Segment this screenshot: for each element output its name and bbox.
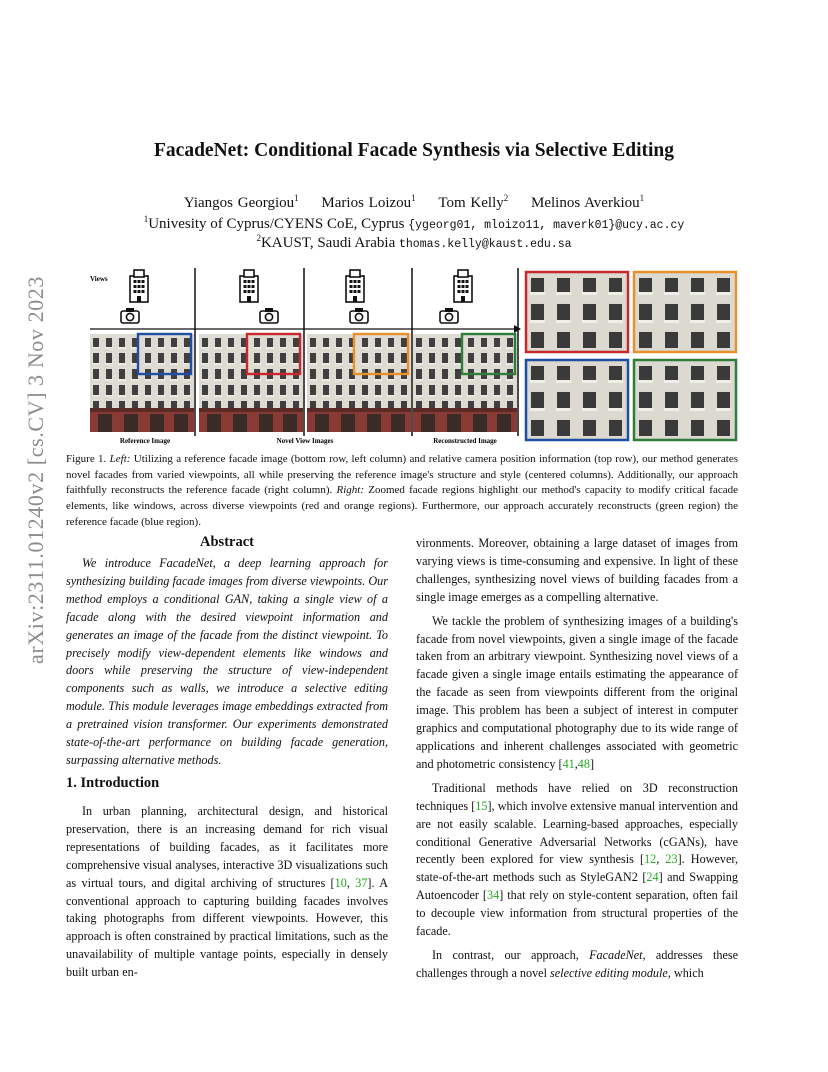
citation: 24 — [646, 870, 659, 885]
novel-facade — [199, 334, 303, 432]
zoom-blue — [526, 360, 628, 440]
citation: 34 — [487, 888, 500, 903]
figure-label: Reconstructed Image — [433, 437, 497, 445]
camera-icon — [350, 308, 368, 323]
citation: 48 — [577, 756, 590, 771]
author: Tom Kelly$^2$ — [438, 193, 509, 211]
email: thomas.kelly@kaust.edu.sa — [399, 238, 572, 251]
figure-label: Novel View Images — [276, 437, 334, 445]
zoom-green — [634, 360, 736, 440]
author: Yiangos Georgiou$^1$ — [183, 193, 299, 211]
affiliation: $^1$Univesity of Cyprus/CYENS CoE, Cyprus {ygeorg01, mloizo11, maverk01}@ucy.ac.cy — [143, 214, 685, 232]
right-column-text: vironments. Moreover, obtaining a large dataset of images from varying views is time-consuming and expensive. In light of these challenges, synthesizing novel views of building facades from a single image emerges as a compelling alternative. We tackle the problem of synthesizing images of a building's facade from novel viewpoints, given a single image of the facade taken from an arbitrary viewpoint. Synthesizing novel views of a facade given a single image entails estimating the appearance of the facade as seen from viewpoints different from the original image. This problem has been a subject of interest in computer graphics and computational photography due to its wide range of applications and inherent challenges associated with geometric and photometric consistency [41,48] Traditional methods have relied on 3D reconstruction techniques [15], which involve extensive manual intervention and are not easily scalable. Learning-based approaches, especially conditional Generative Adversarial Networks (cGANs), have recently been explored for view synthesis [12, 23]. However, state-of-the-art methods such as StyleGAN2 [24] and Swapping Autoencoder [34] that rely on style-content separation, often fail to decouple view information from structural properties of the facade. In contrast, our approach, FacadeNet, addresses these challenges through a novel selective editing module, which — [416, 536, 738, 980]
citation: 12 — [644, 852, 657, 867]
author-list — [0, 193, 828, 212]
citation: 37 — [355, 875, 368, 890]
citation: 10 — [334, 875, 347, 890]
paper-title: FacadeNet: Conditional Facade Synthesis via Selective Editing — [154, 140, 674, 161]
intro-text: In urban planning, architectural design, and historical preservation, there is an increasing demand for rich visual representations of building facades, as it facilitates more comprehensive visual analyses, interactive 3D visualizations such as virtual tours, and digital archiving of structures [10, 37]. A conventional approach to capturing building facades involves taking photographs from different viewpoints. However, this approach is often constrained by practical limitations, such as the unavailability of multiple vantage points, especially in densely built urban en- — [66, 804, 388, 980]
figure-1 — [88, 266, 740, 448]
reconstructed-facade — [413, 334, 517, 432]
author: Melinos Averkiou$^1$ — [531, 193, 645, 211]
building-icon — [454, 270, 472, 302]
figure-label: Reference Image — [119, 437, 171, 445]
camera-icon — [440, 308, 458, 323]
section-heading: 1. Introduction — [66, 775, 160, 791]
building-icon — [346, 270, 364, 302]
building-icon — [130, 270, 148, 302]
abstract-heading: Abstract — [200, 534, 254, 550]
building-icon — [240, 270, 258, 302]
abstract-text: We introduce FacadeNet, a deep learning approach for synthesizing building facade images from diverse viewpoints. Our method employs a conditional GAN, taking a single view of a facade along with the desired viewpoint information and generates an image of the facade from the distinct viewpoint. To precisely modify view-dependent elements like windows and doors while preserving the structure of view-independent components such as walls, we introduce a selective editing module. This module leverages image embeddings extracted from a pretrained vision transformer. Our experiments demonstrated state-of-the-art performance on building facade generation, surpassing alternative methods. — [66, 556, 388, 767]
camera-icon — [121, 308, 139, 323]
affiliation: $^2$KAUST, Saudi Arabia thomas.kelly@kaust.edu.sa — [256, 233, 572, 251]
novel-facade — [307, 334, 411, 432]
citation: 41 — [562, 756, 575, 771]
camera-icon — [260, 308, 278, 323]
citation: 23 — [665, 852, 678, 867]
arxiv-identifier: arXiv:2311.01240v2 [cs.CV] 3 Nov 2023 — [23, 275, 48, 665]
zoom-orange — [634, 272, 736, 352]
reference-facade — [90, 334, 194, 432]
author: Marios Loizou$^1$ — [321, 193, 416, 211]
zoom-red — [526, 272, 628, 352]
figure-caption: Figure 1. Left: Utilizing a reference facade image (bottom row, left column) and relative camera position information (top row), our method generates novel facades from varied viewpoints, all while preserving the reference image's structure and style (centered columns). Additionally, our approach faithfully reconstructs the reference facade (right column). Right: Zoomed facade regions highlight our method's capacity to modify critical facade elements, like windows, across diverse viewpoints (red and orange regions). Furthermore, our approach accurately reconstructs (green region) the reference facade (blue region). — [66, 453, 738, 528]
email: {ygeorg01, mloizo11, maverk01}@ucy.ac.cy — [408, 219, 685, 232]
views-label: Views — [90, 275, 108, 283]
citation: 15 — [475, 798, 488, 813]
